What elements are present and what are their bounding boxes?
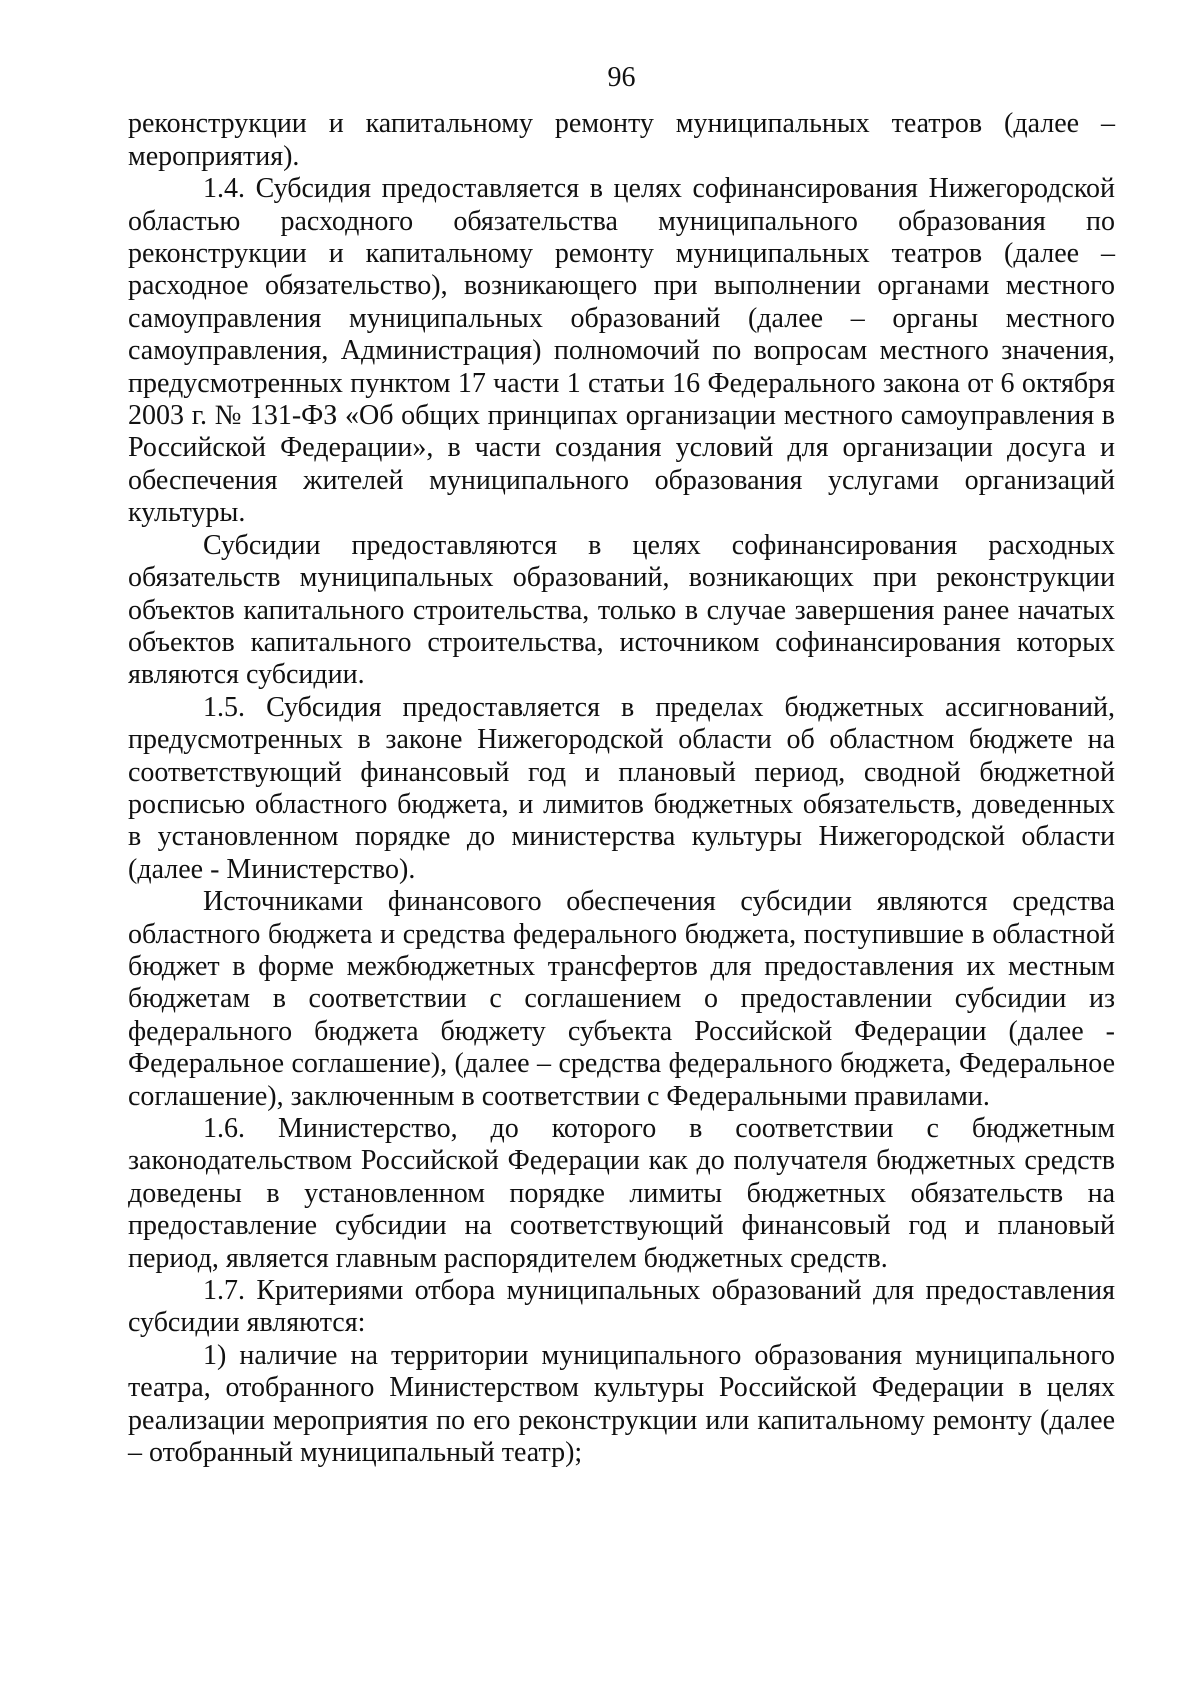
paragraph-1-4: 1.4. Субсидия предоставляется в целях софинансирования Нижегородской областью расходного обязательства муниципального образования по реконструкции и капитальному ремонту муниципальных театров (далее – расходное обязательство), возникающего при выполнении органами местного самоуправления муниципальных образований (далее – органы местного самоуправления, Администрация) полномочий по вопросам местного значения, предусмотренных пунктом 17 части 1 статьи 16 Федерального закона от 6 октября 2003 г. № 131-ФЗ «Об общих принципах организации местного самоуправления в Российской Федерации», в части создания условий для организации досуга и обеспечения жителей муниципального образования услугами организаций культуры. [128, 173, 1115, 529]
document-page [128, 62, 1115, 1469]
paragraph-funding-sources: Источниками финансового обеспечения субсидии являются средства областного бюджета и средства федерального бюджета, поступившие в областной бюджет в форме межбюджетных трансфертов для предоставления их местным бюджетам в соответствии с соглашением о предоставлении субсидии из федерального бюджета бюджету субъекта Российской Федерации (далее - Федеральное соглашение), (далее – средства федерального бюджета, Федеральное соглашение), заключенным в соответствии с Федеральными правилами. [128, 886, 1115, 1112]
paragraph-subsidies-purpose: Субсидии предоставляются в целях софинансирования расходных обязательств муниципальных образований, возникающих при реконструкции объектов капитального строительства, только в случае завершения ранее начатых объектов капитального строительства, источником софинансирования которых являются субсидии. [128, 529, 1115, 691]
paragraph-continuation: реконструкции и капитальному ремонту муниципальных театров (далее – мероприятия). [128, 108, 1115, 172]
page-number: 96 [607, 62, 636, 93]
paragraph-1-5: 1.5. Субсидия предоставляется в пределах бюджетных ассигнований, предусмотренных в законе Нижегородской области об областном бюджете на соответствующий финансовый год и плановый период, сводной бюджетной росписью областного бюджета, и лимитов бюджетных обязательств, доведенных в установленном порядке до министерства культуры Нижегородской области (далее - Министерство). [128, 691, 1115, 885]
paragraph-criterion-1: 1) наличие на территории муниципального образования муниципального театра, отобранного Министерством культуры Российской Федерации в целях реализации мероприятия по его реконструкции или капитальному ремонту (далее – отобранный муниципальный театр); [128, 1339, 1115, 1469]
paragraph-1-6: 1.6. Министерство, до которого в соответствии с бюджетным законодательством Российской Федерации как до получателя бюджетных средств доведены в установленном порядке лимиты бюджетных обязательств на предоставление субсидии на соответствующий финансовый год и плановый период, является главным распорядителем бюджетных средств. [128, 1113, 1115, 1274]
paragraph-1-7: 1.7. Критериями отбора муниципальных образований для предоставления субсидии являются: [128, 1275, 1115, 1339]
